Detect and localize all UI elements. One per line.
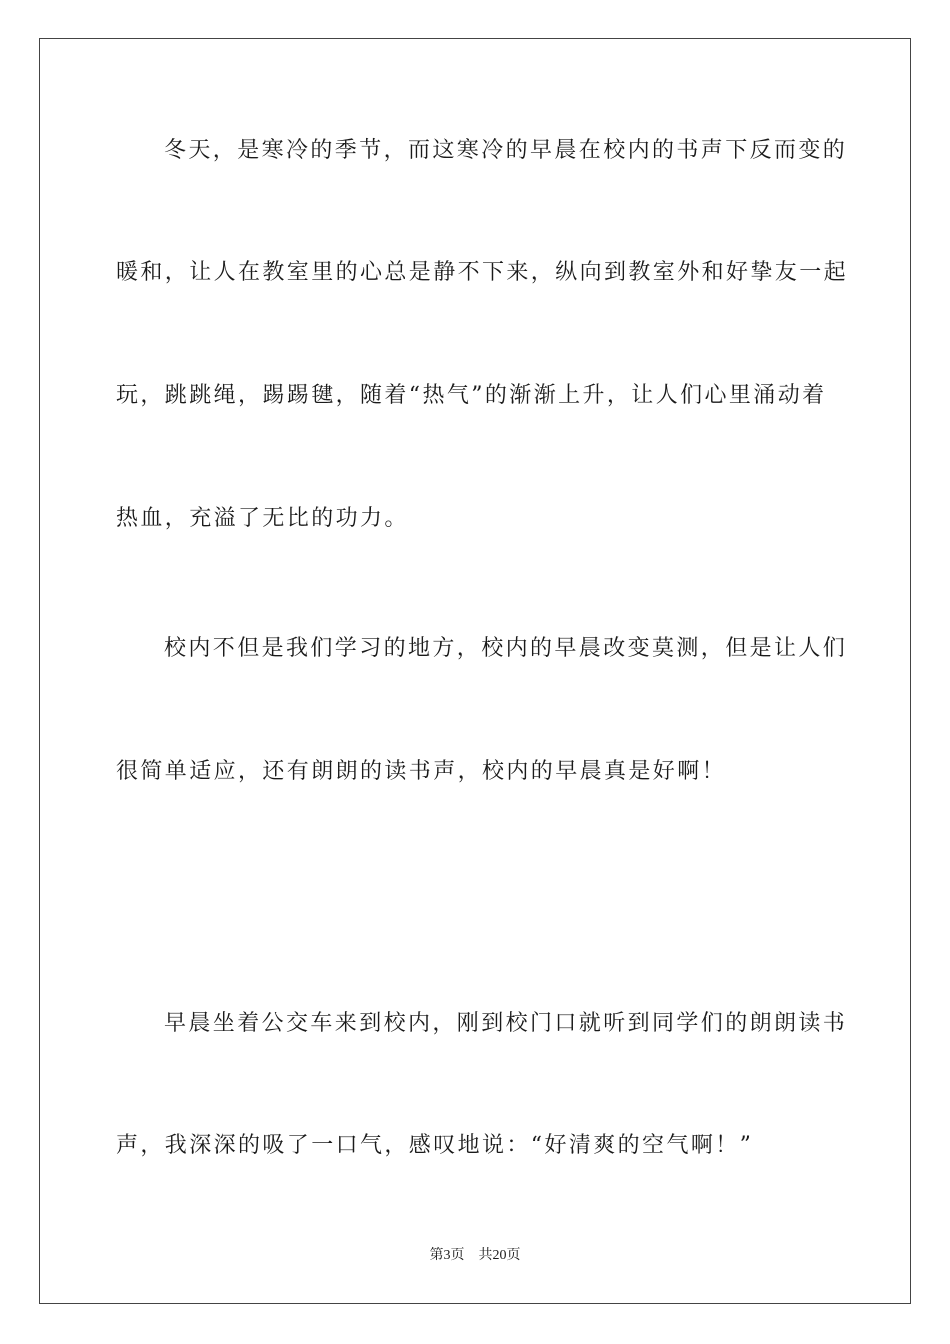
page-footer xyxy=(0,1246,950,1266)
paragraph-line: 校内不但是我们学习的地方，校内的早晨改变莫测，但是让人们 xyxy=(164,636,848,661)
page-total: 共20页 xyxy=(478,1248,521,1263)
paragraph-line: 冬天，是寒冷的季节，而这寒冷的早晨在校内的书声下反而变的 xyxy=(164,138,848,163)
paragraph-line: 声，我深深的吸了一口气，感叹地说：“好清爽的空气啊！” xyxy=(116,1133,754,1158)
paragraph-line: 热血，充溢了无比的功力。 xyxy=(116,506,409,531)
page-number: 第3页 xyxy=(429,1248,465,1263)
paragraph-line: 很简单适应，还有朗朗的读书声，校内的早晨真是好啊！ xyxy=(116,759,727,784)
page-border xyxy=(39,38,911,1304)
paragraph-line: 玩，跳跳绳，踢踢毽，随着“热气”的渐渐上升，让人们心里涌动着 xyxy=(116,383,827,408)
paragraph-line: 早晨坐着公交车来到校内，刚到校门口就听到同学们的朗朗读书 xyxy=(164,1011,848,1036)
paragraph-line: 暖和，让人在教室里的心总是静不下来，纵向到教室外和好挚友一起 xyxy=(116,260,849,285)
